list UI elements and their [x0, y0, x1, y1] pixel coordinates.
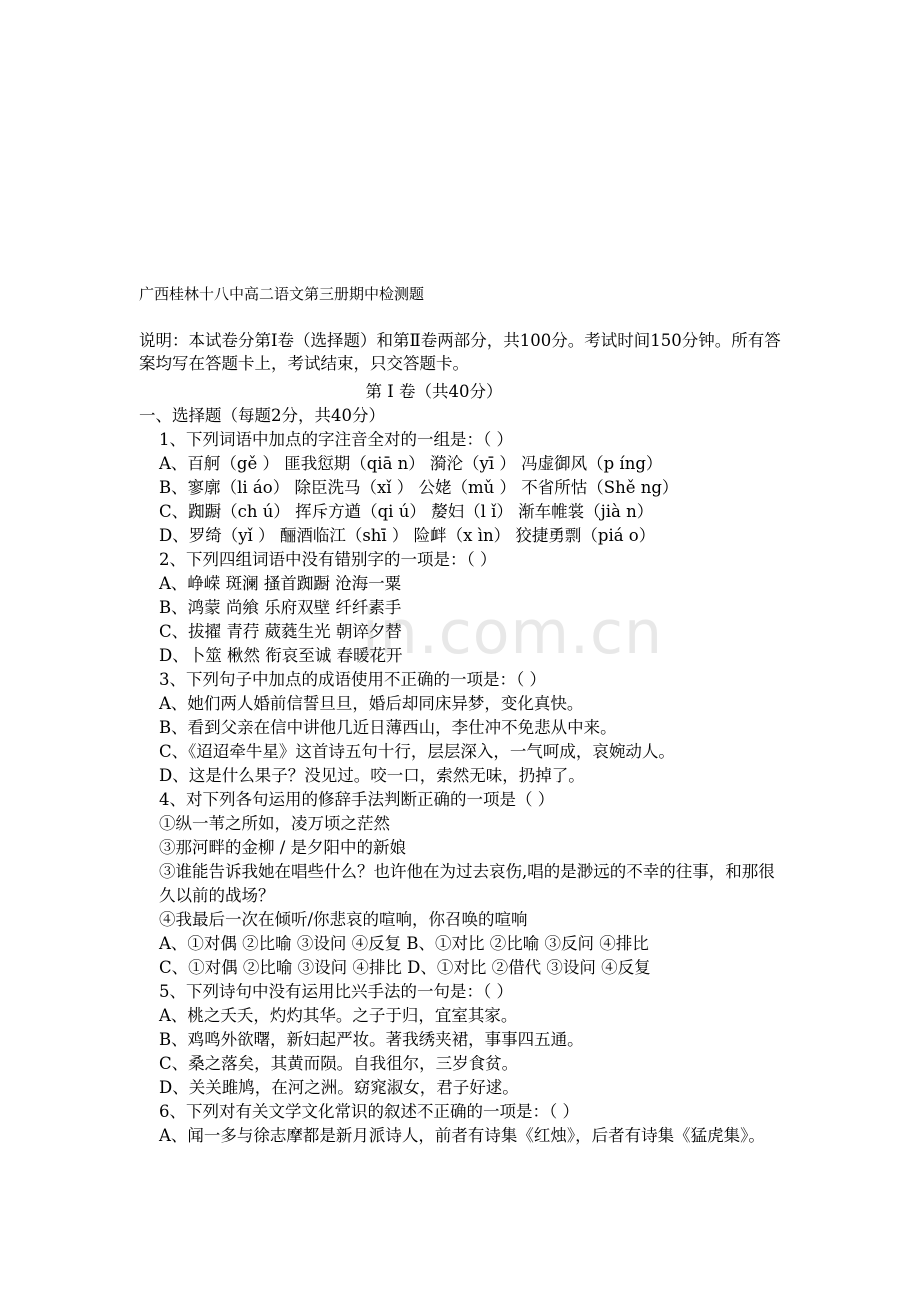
- watermark: in.com.cn: [362, 598, 664, 668]
- question-5-option-b: B、鸡鸣外欲曙，新妇起严妆。著我绣夹裙，事事四五通。: [159, 1030, 584, 1049]
- question-4-item-4: ④我最后一次在倾听/你悲哀的喧响，你召唤的喧响: [159, 910, 528, 929]
- question-2-option-d: D、卜筮 楸然 衔哀至诚 春暖花开: [159, 646, 403, 665]
- question-2-option-b: B、鸿蒙 尚飨 乐府双壁 纤纤素手: [159, 598, 402, 617]
- question-4-stem: 4、对下列各句运用的修辞手法判断正确的一项是（ ）: [159, 790, 555, 809]
- question-6-option-a: A、闻一多与徐志摩都是新月派诗人，前者有诗集《红烛》，后者有诗集《猛虎集》。: [159, 1126, 765, 1145]
- question-4-item-2: ③那河畔的金柳 / 是夕阳中的新娘: [159, 838, 407, 857]
- question-3-stem: 3、下列句子中加点的成语使用不正确的一项是：（ ）: [159, 670, 546, 689]
- question-1-option-a: A、百舸（gě ） 匪我愆期（qiā n） 漪沦（yī ） 冯虚御风（p íng）: [159, 454, 663, 473]
- question-3-option-a: A、她们两人婚前信誓旦旦，婚后却同床异梦，变化真快。: [159, 694, 584, 713]
- question-2-option-c: C、拔擢 青荇 葳蕤生光 朝谇夕替: [159, 622, 402, 641]
- question-1-option-d: D、罗绮（yǐ ） 酾酒临江（shī ） 险衅（x ìn） 狡捷勇剽（piá o）: [159, 526, 656, 545]
- question-4-option-cd: C、①对偶 ②比喻 ③设问 ④排比 D、①对比 ②借代 ③设问 ④反复: [159, 958, 651, 977]
- question-2-stem: 2、下列四组词语中没有错别字的一项是：（ ）: [159, 550, 497, 569]
- question-4-option-ab: A、①对偶 ②比喻 ③设问 ④反复 B、①对比 ②比喻 ③反问 ④排比: [159, 934, 649, 953]
- section-heading: 一、选择题（每题2分，共40分）: [139, 406, 385, 425]
- question-5-stem: 5、下列诗句中没有运用比兴手法的一句是：（ ）: [159, 982, 513, 1001]
- question-3-option-d: D、这是什么果子？没见过。咬一口，索然无味，扔掉了。: [159, 766, 585, 785]
- exam-instructions: 说明：本试卷分第Ⅰ卷（选择题）和第Ⅱ卷两部分，共100分。考试时间150分钟。所有答案均写在答题卡上，考试结束，只交答题卡。: [139, 331, 781, 373]
- question-6-stem: 6、下列对有关文学文化常识的叙述不正确的一项是：（ ）: [159, 1102, 579, 1121]
- question-5-option-a: A、桃之夭夭，灼灼其华。之子于归，宜室其家。: [159, 1006, 518, 1025]
- question-4-item-3: ③谁能告诉我她在唱些什么？也许他在为过去哀伤,唱的是渺远的不幸的往事，和那很久以前的战场？: [159, 862, 775, 905]
- question-5-option-d: D、关关雎鸠，在河之洲。窈窕淑女，君子好逑。: [159, 1078, 519, 1097]
- question-3-option-b: B、看到父亲在信中讲他几近日薄西山，李仕冲不免悲从中来。: [159, 718, 617, 737]
- question-4-item-1: ①纵一苇之所如，凌万顷之茫然: [159, 814, 390, 833]
- question-2-option-a: A、峥嵘 斑澜 搔首踟蹰 沧海一粟: [159, 574, 402, 593]
- question-5-option-c: C、桑之落矣，其黄而陨。自我徂尔，三岁食贫。: [159, 1054, 519, 1073]
- exam-content: [139, 380, 789, 1148]
- question-1-option-b: B、寥廓（li áo） 除臣洗马（xǐ ） 公姥（mǔ ） 不省所怙（Shě ng）: [159, 478, 679, 497]
- document-title: 广西桂林十八中高二语文第三册期中检测题: [139, 285, 425, 303]
- part-heading: 第 Ⅰ 卷（共40分）: [365, 382, 503, 401]
- question-1-stem: 1、下列词语中加点的字注音全对的一组是：（ ）: [159, 430, 513, 449]
- question-3-option-c: C、《迢迢牵牛星》这首诗五句十行，层层深入，一气呵成，哀婉动人。: [159, 742, 675, 761]
- question-1-option-c: C、踟蹰（ch ú） 挥斥方遒（qi ú） 嫠妇（l ǐ） 渐车帷裳（jià n）: [159, 502, 654, 521]
